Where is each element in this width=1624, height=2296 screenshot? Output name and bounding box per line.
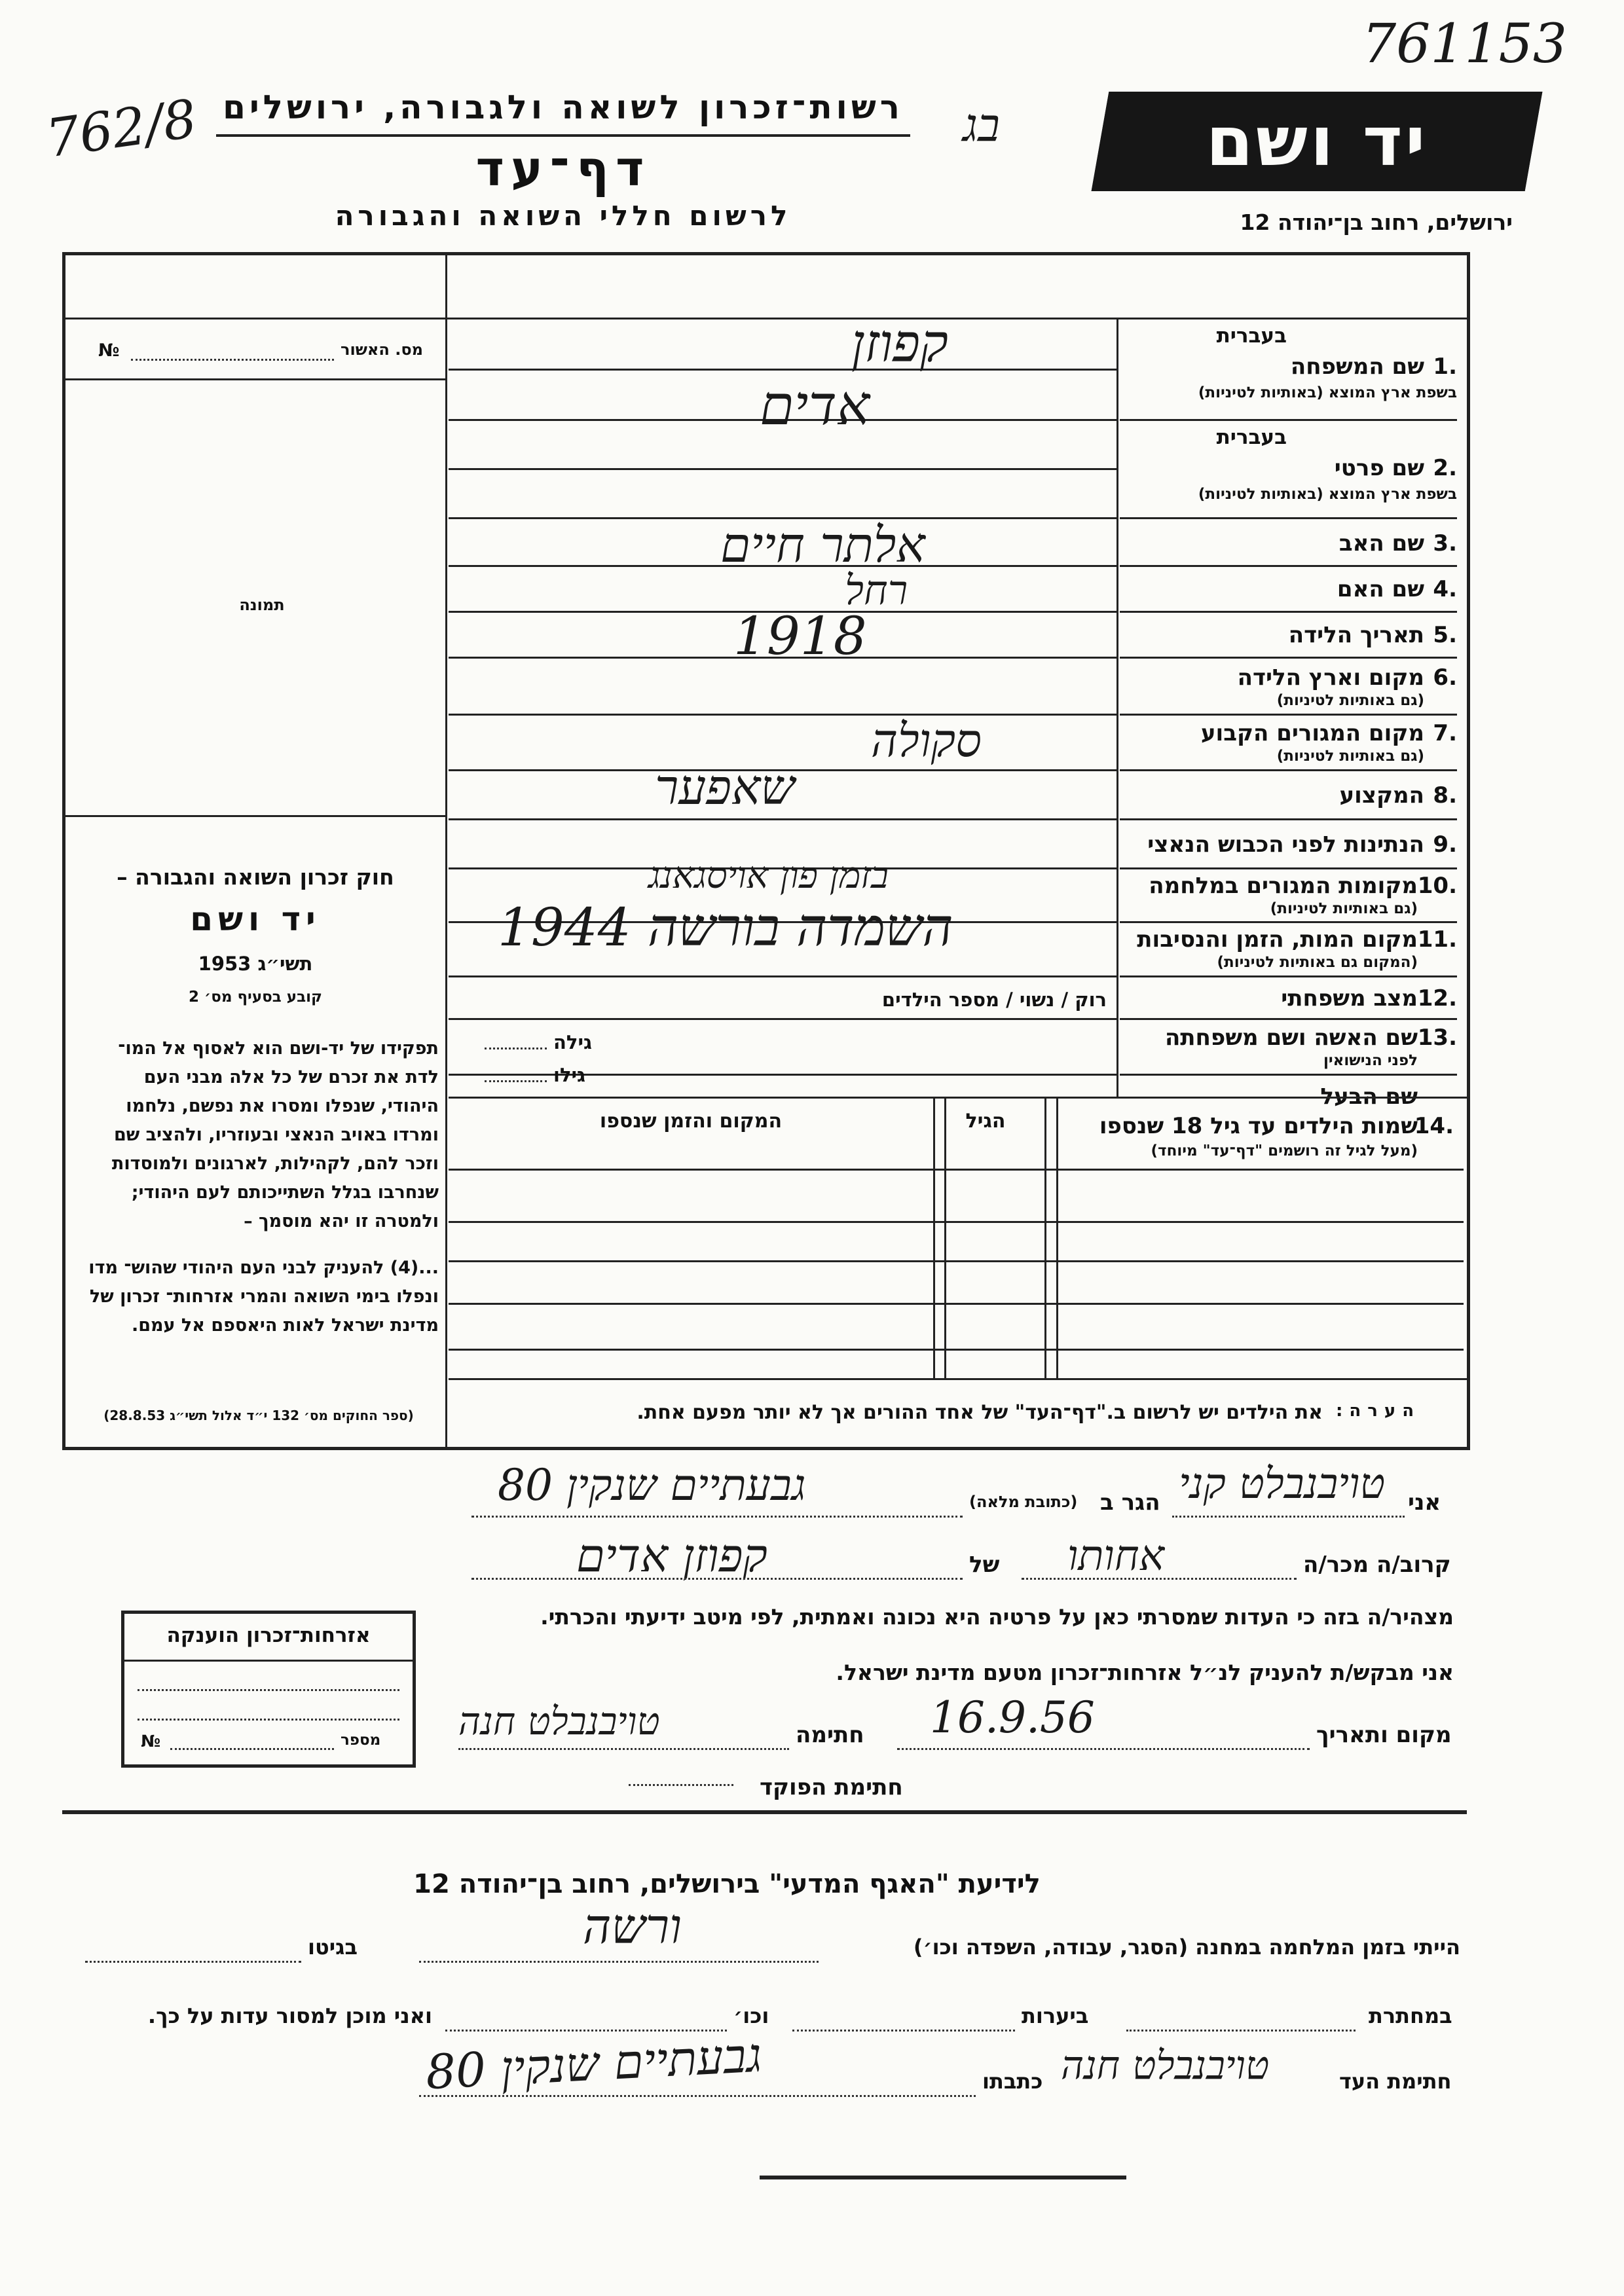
camp-line-value[interactable]: ורשה [583, 1899, 682, 1955]
sidebar-divider [445, 252, 447, 1447]
field-rule-10 [1120, 921, 1457, 923]
field-2-sub: בשפת ארץ המוצא (באותיות לטיניות) [1198, 486, 1457, 503]
field-6-label: מקום וארץ הלידה [1237, 665, 1424, 691]
underground-line[interactable] [1126, 2030, 1356, 2032]
memorial-box-number-mark: № [141, 1732, 161, 1751]
field-11-num: 11. [1417, 926, 1457, 953]
field-10-value[interactable]: בזמן פון אויסגאנג [648, 854, 889, 897]
decl-name-value[interactable]: טויבנבלט קני [1179, 1460, 1386, 1508]
camp-line-label: הייתי בזמן המלחמה במחנה (הסגר, עבודה, השפדה וכו׳) [913, 1935, 1460, 1959]
husband-label: שם הבעל [1320, 1084, 1418, 1110]
decl-line1-mid: הגר ב [1100, 1489, 1160, 1516]
memorial-box-line-2[interactable] [138, 1719, 399, 1721]
children-col-divider-2 [944, 1097, 946, 1378]
field-10-num: 10. [1417, 873, 1457, 899]
forests-label: ביערות [1022, 2003, 1089, 2028]
law-section: קובע בסעיף מס׳ 2 [189, 989, 322, 1006]
field-4-num: 4. [1433, 576, 1457, 602]
field-rule-12 [1120, 1018, 1457, 1020]
bottom-title: לידיעת "האגף המדעי" בירושלים, רחוב בן־יהודה 12 [413, 1869, 1041, 1899]
law-text-purpose: תפקידו של יד-ושם הוא לאסוף אל המו־ לדת את זכרם של כל אלה מבני העם היהודי, שנפלו ומסרו את נפשם, נלחמו ומרדו באויב הנאצי ובעוזריו, ולהציב שם וזכר להם, לקהילות, לארגונים ולמוסדות שנחרבו בגלל השתייכותם לעם היהודי; ולמטרה זו יהא מוסמך – [111, 1038, 439, 1231]
field-8-value[interactable]: שאפער [655, 759, 795, 816]
ghetto-line[interactable] [85, 1961, 301, 1963]
authority-name: רשות־זכרון לשואה ולגבורה, ירושלים [223, 88, 904, 126]
field-rule-5 [1120, 657, 1457, 659]
value-rule-13 [449, 1074, 1116, 1076]
sidebar-photo-rule [65, 378, 445, 380]
value-rule-11 [449, 975, 1116, 977]
decl-name-line[interactable] [1172, 1516, 1405, 1518]
field-1-sub: בשפת ארץ המוצא (באותיות לטיניות) [1198, 384, 1457, 401]
permit-no-label: מס. האשור [341, 340, 423, 359]
field-1-hebrew-label: בעברית [1216, 324, 1287, 348]
memorial-box-number-label: מספר [341, 1732, 381, 1749]
note-top-rule [449, 1378, 1467, 1380]
children-table [449, 1097, 1464, 1378]
header-rule [216, 134, 910, 137]
underground-label: במחתרת [1369, 2003, 1452, 2028]
field-rule-3 [1120, 565, 1457, 567]
field-13-label: שם האשה ושם משפחתה [1164, 1025, 1418, 1051]
value-rule-1a [449, 369, 1116, 371]
field-11-label: מקום המות, הזמן והנסיבות [1137, 926, 1418, 953]
closing-rule [760, 2176, 1126, 2179]
etc-label: וכו׳ [733, 2003, 769, 2028]
form-title: דף־עד [475, 141, 651, 197]
forests-line[interactable] [792, 2030, 1015, 2032]
field-10-label: מקומות המגורים במלחמה [1149, 873, 1418, 899]
field-labels-column [1120, 318, 1457, 1110]
photo-placeholder: תמונה [239, 596, 285, 614]
husband-age-line[interactable] [485, 1080, 547, 1082]
field-6-sub: (גם באותיות לטיניות) [1276, 692, 1424, 709]
field-1-value[interactable]: קפוזן [851, 313, 948, 374]
decl-line2-of: של [969, 1552, 1000, 1578]
field-7-value[interactable]: סקולה [871, 714, 982, 767]
margin-note-left: 762/8 [42, 88, 200, 170]
children-col-place: המקום והזמן שנספו [599, 1110, 783, 1133]
law-year: תשי״ג 1953 [198, 953, 313, 975]
logo-text: יד ושם [1206, 101, 1428, 181]
yad-vashem-logo [1092, 92, 1543, 191]
field-13-age-label: גילה [553, 1031, 592, 1053]
decl-signature-value[interactable]: טויבנבלט חנה [458, 1699, 660, 1743]
field-14-label: שמות הילדים עד גיל 18 שנספו [1099, 1113, 1418, 1139]
witness-signature-label: חתימת העד [1339, 2069, 1452, 2094]
field-rule-6 [1120, 714, 1457, 716]
value-rule-8 [449, 818, 1116, 820]
field-14-num: 14. [1414, 1113, 1454, 1139]
field-rule-11 [1120, 975, 1457, 977]
field-4-value[interactable]: רחל [845, 566, 908, 614]
decl-address-line[interactable] [471, 1516, 963, 1518]
sidebar-law-rule [65, 815, 445, 817]
decl-subject-value[interactable]: קפוזן אדים [576, 1529, 767, 1582]
decl-address-value[interactable]: גבעתיים שנקין 80 [498, 1460, 806, 1510]
field-7-num: 7. [1433, 720, 1457, 746]
camp-line[interactable] [419, 1961, 819, 1963]
decl-place-date-line[interactable] [897, 1748, 1310, 1750]
field-rule-4 [1120, 611, 1457, 613]
note-text: את הילדים יש לרשום ב."דף־העד" של אחד ההורים אך לא יותר מפעם אחת. [637, 1401, 1323, 1424]
decl-place-date-label: מקום ותאריך [1316, 1722, 1452, 1748]
decl-signature-label: חתימה [796, 1722, 864, 1748]
field-5-label: תאריך הלידה [1288, 622, 1424, 648]
field-3-label: שם האב [1338, 530, 1424, 556]
officer-signature-line[interactable] [629, 1784, 733, 1786]
decl-line1-hint: (כתובת מלאה) [969, 1493, 1078, 1511]
officer-signature-label: חתימת הפוקד [760, 1774, 903, 1800]
children-row-rule-3[interactable] [449, 1303, 1464, 1305]
section-divider [62, 1810, 1467, 1814]
children-row-rule-4[interactable] [449, 1349, 1464, 1351]
law-name: יד ושם [190, 900, 321, 938]
field-13-num: 13. [1417, 1025, 1457, 1051]
memorial-box-number-line[interactable] [170, 1748, 334, 1750]
field-2-value[interactable]: אדים [760, 373, 870, 437]
field-11-sub: (המקום גם באותיות לטיניות) [1217, 954, 1418, 971]
field-8-num: 8. [1433, 782, 1457, 809]
field-12-label: מצב משפחתי [1281, 985, 1418, 1011]
testimony-offer: ואני מוכן למסור עדות על כך. [147, 2003, 432, 2028]
field-5-num: 5. [1433, 622, 1457, 648]
form-subtitle: לרשום חללי השואה והגבורה [335, 200, 792, 232]
field-2-label: שם פרטי [1334, 455, 1424, 481]
sidebar-top-rule [65, 318, 445, 319]
witness-signature-value[interactable]: טויבנבלט חנה [1061, 2043, 1270, 2088]
field-2-num: 2. [1433, 455, 1457, 481]
field-rule-8 [1120, 818, 1457, 820]
field-10-sub: (גם באותיות לטיניות) [1270, 900, 1418, 917]
value-rule-6 [449, 714, 1116, 716]
permit-no-mark: № [98, 340, 120, 361]
field-5-value[interactable]: 1918 [733, 606, 867, 666]
law-title: חוק זכרון השואה והגבורה – [117, 864, 394, 890]
field-4-label: שם האם [1337, 576, 1424, 602]
value-rule-2a [449, 468, 1116, 470]
field-rule-2 [1120, 517, 1457, 519]
children-col-divider-1 [933, 1097, 935, 1378]
field-2-hebrew-label: בעברית [1216, 426, 1287, 449]
memorial-box-title: אזרחות־זכרון הוענקה [166, 1624, 371, 1647]
field-13-age-line[interactable] [485, 1048, 547, 1049]
field-rule-13 [1120, 1074, 1457, 1076]
husband-age-label: גילו [553, 1064, 585, 1086]
note-label: הערה: [1336, 1401, 1421, 1421]
children-header-rule [449, 1169, 1464, 1171]
field-12-status-options: רוק / נשוי / מספר הילדים [881, 989, 1107, 1011]
value-rule-12 [449, 1018, 1116, 1020]
field-rule-9 [1120, 867, 1457, 869]
witness-address-value[interactable]: גבעתיים שנקין 80 [424, 2027, 764, 2100]
field-8-label: המקצוע [1339, 782, 1424, 809]
labels-divider [1116, 318, 1118, 1097]
children-col-divider-4 [1056, 1097, 1058, 1378]
decl-statement: מצהיר/ה בזה כי העדות שמסרתי כאן על פרטיה היא נכונה ואמתית, לפי מיטב ידיעתי והכרתי. [540, 1604, 1454, 1630]
law-text-citizenship: ...(4) להעניק לבני העם היהודי שהוש־ מדו ונפלו בימי השואה והמרי אזרחות־ זכרון של מדינת ישראל לאות היאספם אל עמם. [88, 1258, 439, 1336]
field-3-num: 3. [1433, 530, 1457, 556]
children-row-rule-2[interactable] [449, 1260, 1464, 1262]
field-7-sub: (גם באותיות לטיניות) [1276, 748, 1424, 765]
field-1-row [1120, 318, 1457, 419]
memorial-box-rule-1 [124, 1660, 413, 1662]
witness-address-label: כתבתו [982, 2069, 1043, 2094]
field-9-num: 9. [1433, 831, 1457, 858]
field-9-label: הנתינות לפני הכבוש הנאצי [1147, 831, 1424, 858]
field-1-label: שם המשפחה [1290, 354, 1424, 380]
children-row-rule-1[interactable] [449, 1221, 1464, 1223]
permit-no-line[interactable] [131, 359, 334, 361]
field-2-row [1120, 419, 1457, 517]
decl-request: אני מבקש/ת להעניק לנ״ל אזרחות־זכרון מטעם מדינת ישראל. [836, 1660, 1454, 1685]
decl-subject-line[interactable] [471, 1578, 963, 1580]
field-3-value[interactable]: אלתר חיים [720, 517, 925, 574]
memorial-box-line-1[interactable] [138, 1689, 399, 1691]
memorial-citizenship-box [121, 1611, 416, 1768]
camp-line-suffix: בגיטו [308, 1935, 358, 1959]
field-6-num: 6. [1433, 665, 1457, 691]
field-rule-7 [1120, 769, 1457, 771]
decl-line1-prefix: אני [1408, 1489, 1441, 1516]
children-col-age: הגיל [965, 1110, 1006, 1133]
header-address: ירושלים, רחוב בן־יהודה 12 [1240, 210, 1513, 235]
field-14-sub: (מעל לגיל זה רושמים "דף־עד" מיוחד) [1151, 1142, 1418, 1159]
decl-relation-line[interactable] [1022, 1578, 1297, 1580]
field-11-value[interactable]: השמדה בורשה 1944 [498, 897, 953, 958]
witness-address-line[interactable] [419, 2095, 976, 2097]
law-reference: (ספר החוקים מס׳ 132 י״ד אלול תשי״ג 28.8.53) [103, 1408, 414, 1423]
field-13-sub: לפני הנישואין [1323, 1052, 1418, 1069]
decl-relation-value[interactable]: אחותו [1067, 1532, 1165, 1580]
decl-line2-prefix: קרוב/ה מכר/ה [1303, 1552, 1451, 1578]
field-12-num: 12. [1417, 985, 1457, 1011]
field-1-num: 1. [1433, 354, 1457, 380]
margin-note-center: בג [963, 98, 1000, 152]
children-col-divider-3 [1044, 1097, 1046, 1378]
decl-signature-line[interactable] [458, 1748, 789, 1750]
field-7-label: מקום המגורים הקבוע [1200, 720, 1424, 746]
margin-note-right: 761153 [1362, 13, 1568, 75]
decl-place-date-value[interactable]: 16.9.56 [930, 1692, 1095, 1743]
